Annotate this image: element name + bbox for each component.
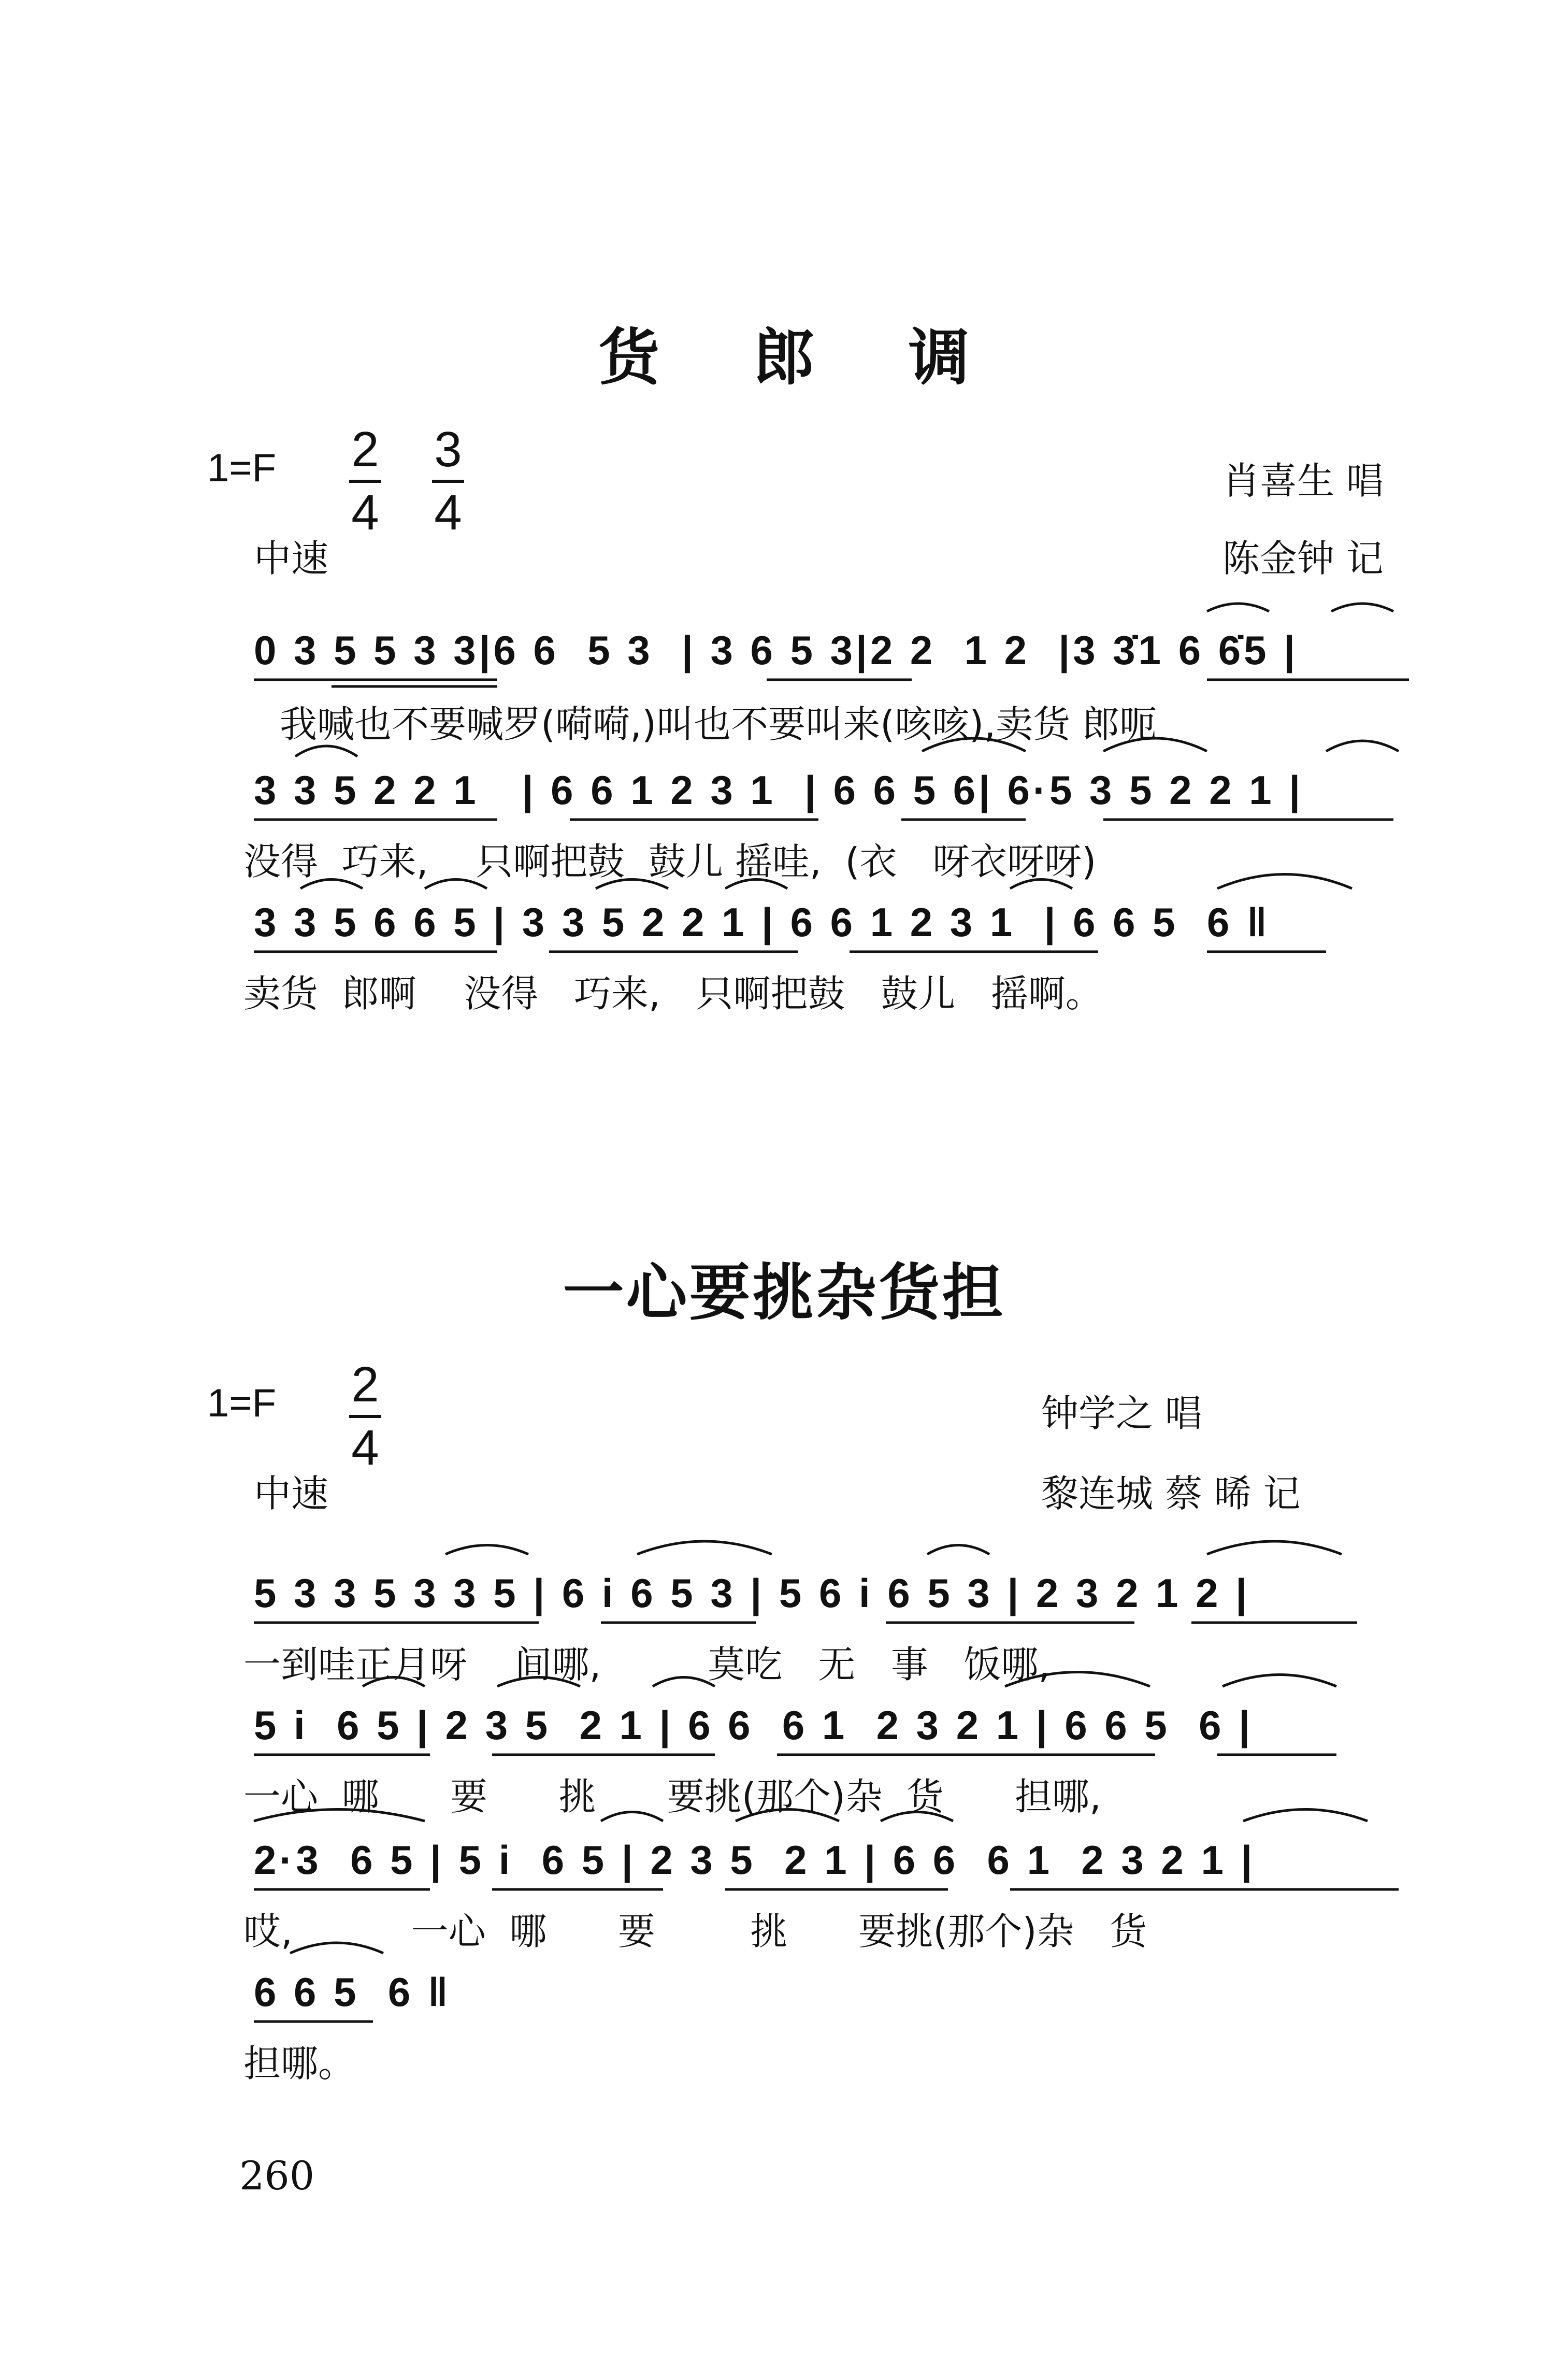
time-signature-numerator: 2 bbox=[351, 1357, 379, 1412]
time-signature-denominator: 4 bbox=[434, 485, 462, 540]
time-signature-numerator: 3 bbox=[434, 422, 462, 477]
notation-row: 3 3 5 2 2 1 | 6 6 1 2 3 1 | 6 6 5 6| 6·5 3 5 2 2 1 | bbox=[254, 767, 1304, 813]
lyrics-row: 没得 巧来, 只啊把鼓 鼓儿 摇哇, (衣 呀衣呀呀) bbox=[243, 840, 1097, 883]
page-number: 260 bbox=[239, 2153, 315, 2199]
notation-row: 2·3 6 5 | 5 i 6 5 | 2 3 5 2 1 | 6 6 6 1 2 3 2 1 | bbox=[254, 1837, 1256, 1883]
time-signature-denominator: 4 bbox=[351, 1420, 379, 1475]
lyrics-row: 一到哇正月呀 间哪, 莫吃 无 事 饭哪, bbox=[243, 1643, 1051, 1686]
lyrics-row: 担哪。 bbox=[243, 2042, 356, 2085]
time-signature-denominator: 4 bbox=[351, 485, 379, 540]
singer-credit: 肖喜生 唱 bbox=[1222, 459, 1384, 503]
lyrics-row: 卖货 郎啊 没得 巧来, 只啊把鼓 鼓儿 摇啊。 bbox=[243, 972, 1103, 1015]
lyrics-row: 我喊也不要喊罗(嗬嗬,)叫也不要叫来(咳咳),卖货 郎呃 bbox=[280, 703, 1157, 746]
notation-row: 3 3 5 6 6 5 | 3 3 5 2 2 1 | 6 6 1 2 3 1 | 6 6 5 6 ‖ bbox=[254, 899, 1270, 945]
lyrics-row: 一心 哪 要 挑 要挑(那个)杂 货 担哪, bbox=[243, 1775, 1101, 1818]
notation-row: 5 i 6 5 | 2 3 5 2 1 | 6 6 6 1 2 3 2 1 | 6 6 5 6 | bbox=[254, 1702, 1254, 1748]
time-signature-numerator: 2 bbox=[351, 422, 379, 477]
recorder-credit: 黎连城 蔡 晞 记 bbox=[1041, 1472, 1301, 1515]
recorder-credit: 陈金钟 记 bbox=[1222, 537, 1384, 580]
key-signature: 1=F bbox=[207, 1381, 277, 1425]
notation-row: 6 6 5 6 ‖ bbox=[254, 1969, 451, 2015]
song-title: 一心要挑杂货担 bbox=[563, 1257, 1005, 1328]
notation-row: 0 3 5 5 3 3|6 6 5 3 | 3 6 5 3|2 2 1 2 |3 3̇1 6 6̇5 | bbox=[254, 627, 1299, 673]
notation-row: 5 3 3 5 3 3 5 | 6 i 6 5 3 | 5 6 i 6 5 3 | 2 3 2 1 2 | bbox=[254, 1570, 1250, 1616]
tempo-marking: 中速 bbox=[254, 1472, 329, 1515]
lyrics-row: 哎, 一心 哪 要 挑 要挑(那个)杂 货 bbox=[243, 1910, 1147, 1953]
song-title: 货 郎 调 bbox=[598, 322, 1006, 393]
tempo-marking: 中速 bbox=[254, 537, 329, 580]
key-signature: 1=F bbox=[207, 446, 277, 490]
singer-credit: 钟学之 唱 bbox=[1041, 1392, 1202, 1435]
